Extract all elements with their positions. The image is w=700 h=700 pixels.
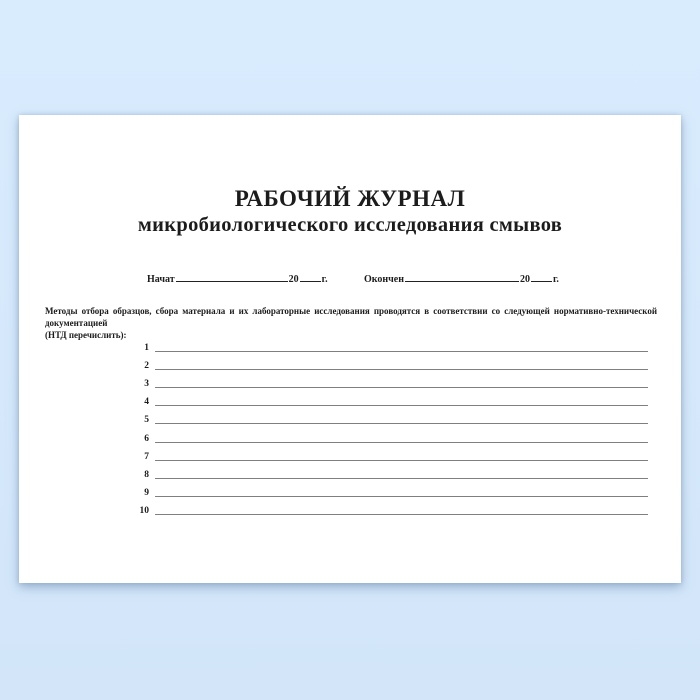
ntd-item-blank-line[interactable] (155, 484, 648, 497)
ntd-item-blank-line[interactable] (155, 502, 648, 515)
document-page (19, 115, 681, 583)
ntd-item-blank-line[interactable] (155, 339, 648, 352)
ntd-item-number: 1 (144, 343, 149, 354)
ntd-item-number: 6 (144, 433, 149, 444)
ntd-list-row (136, 500, 648, 518)
end-year-blank-field[interactable] (531, 272, 552, 282)
ntd-item-blank-line[interactable] (155, 466, 648, 479)
journal-subtitle: микробиологического исследования смывов (137, 214, 563, 236)
ntd-instruction-line1: Методы отбора образцов, сбора материала и их лабораторные исследования проводятся в соответствии со следующей нормативно-технической документацией (45, 306, 657, 328)
ntd-item-blank-line[interactable] (155, 430, 648, 443)
ntd-item-number: 2 (144, 361, 149, 372)
ntd-item-blank-line[interactable] (155, 393, 648, 406)
ntd-list-row (136, 373, 648, 391)
ntd-item-number: 10 (139, 505, 149, 516)
ntd-item-number: 5 (144, 415, 149, 426)
ntd-instruction (45, 305, 657, 341)
start-year-suffix: г. (321, 274, 328, 285)
ntd-item-blank-line[interactable] (155, 448, 648, 461)
ntd-list-row (136, 337, 648, 355)
ntd-list-row (136, 391, 648, 409)
start-year-blank-field[interactable] (300, 272, 321, 282)
start-date-label: Начат (147, 274, 175, 285)
ntd-list-row (136, 482, 648, 500)
ntd-item-number: 7 (144, 451, 149, 462)
end-year-prefix: 20 (520, 274, 531, 285)
ntd-item-blank-line[interactable] (155, 357, 648, 370)
ntd-instruction-line2: (НТД перечислить): (45, 330, 127, 340)
end-date-label: Окончен (364, 274, 405, 285)
ntd-list-row (136, 409, 648, 427)
end-year-suffix: г. (553, 274, 559, 285)
start-date-row (146, 272, 329, 285)
ntd-list-row (136, 446, 648, 464)
ntd-list-row (136, 355, 648, 373)
start-year-prefix: 20 (288, 274, 299, 285)
ntd-list-row (136, 427, 648, 445)
ntd-item-blank-line[interactable] (155, 411, 648, 424)
end-date-row (363, 272, 560, 285)
ntd-item-number: 9 (144, 487, 149, 498)
start-date-blank-field[interactable] (176, 272, 288, 282)
ntd-item-number: 4 (144, 397, 149, 408)
ntd-list-row (136, 464, 648, 482)
ntd-item-number: 3 (144, 379, 149, 390)
ntd-list (136, 337, 648, 518)
end-date-blank-field[interactable] (405, 272, 519, 282)
ntd-item-blank-line[interactable] (155, 375, 648, 388)
ntd-item-number: 8 (144, 469, 149, 480)
journal-title: РАБОЧИЙ ЖУРНАЛ (234, 186, 466, 211)
